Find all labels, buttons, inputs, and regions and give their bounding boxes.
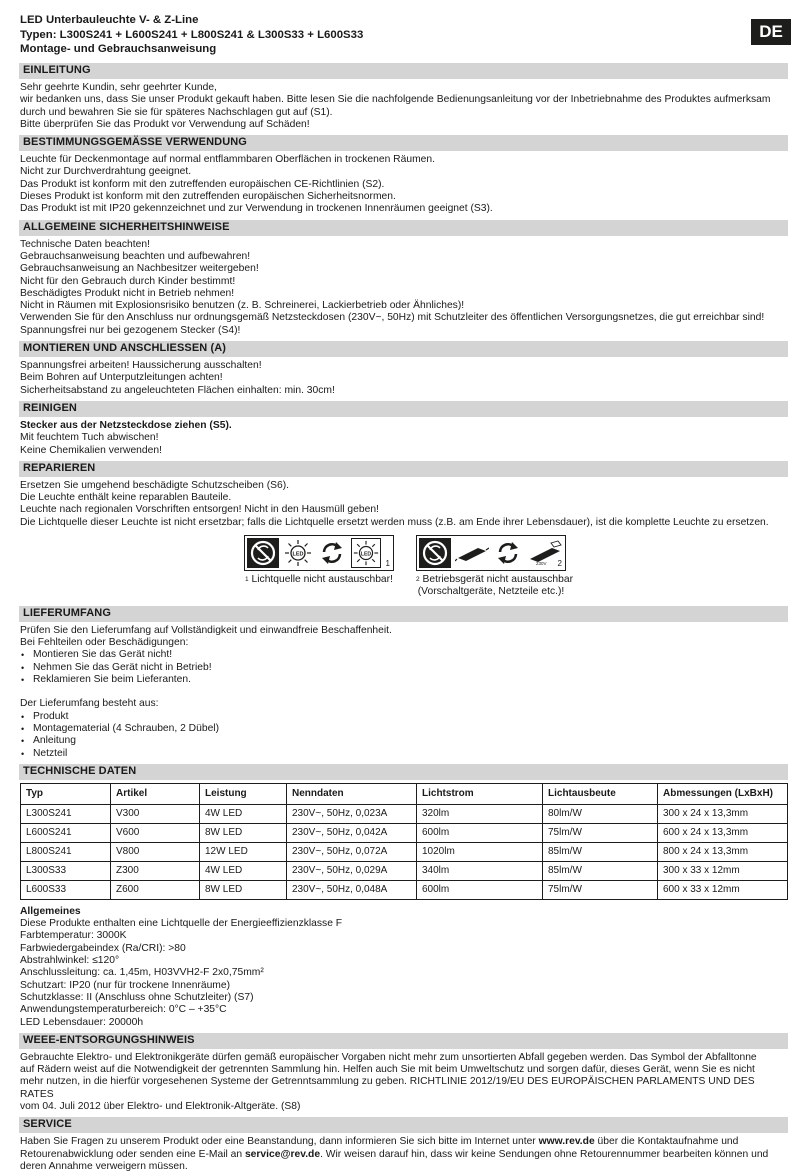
pictogram-caption: [244, 574, 394, 586]
list-item: • Produkt: [20, 711, 788, 723]
table-cell: 75lm/W: [543, 823, 658, 842]
pictogram-number: 1: [385, 558, 390, 568]
table-cell: 600lm: [417, 823, 543, 842]
section-title: WEEE-ENTSORGUNGSHINWEIS: [19, 1033, 788, 1049]
section-sicherheit: [20, 220, 788, 337]
section-lieferumfang: [20, 606, 788, 760]
section-title: REPARIEREN: [19, 461, 788, 477]
no-replace-icon: [247, 538, 279, 568]
section-title: EINLEITUNG: [19, 63, 788, 79]
column-header: Typ: [21, 783, 111, 804]
table-cell: 300 x 33 x 12mm: [658, 861, 788, 880]
text-line: Leuchte für Deckenmontage auf normal entflammbaren Oberflächen in trockenen Räumen.: [20, 154, 435, 166]
table-cell: 85lm/W: [543, 861, 658, 880]
text-line: Prüfen Sie den Lieferumfang auf Vollständigkeit und einwandfreie Beschaffenheit.: [20, 624, 392, 636]
text-line: Farbtemperatur: 3000K: [20, 930, 127, 942]
text-line: mehr nutzen, in die hierfür vorgesehenen Systeme der Getrenntsammlung zu geben. RICHTLINIE 2012/19/EU DES EUROPÄISCHEN PARLAMENTS UND DES RATES: [20, 1076, 755, 1100]
table-cell: 12W LED: [200, 842, 287, 861]
service-text: . Wir weisen darauf hin, dass wir keine Sendungen ohne Retourennummer bearbeiten können und: [320, 1148, 769, 1160]
text-line: Schutzart: IP20 (nur für trockene Innenräume): [20, 979, 231, 991]
product-types: Typen: L300S241 + L600S241 + L800S241 & L300S33 + L600S33: [20, 28, 364, 41]
text-line: Stecker aus der Netzsteckdose ziehen (S5).: [20, 419, 232, 431]
text-line: deren Annahme verweigern müssen.: [20, 1160, 188, 1172]
table-cell: 230V~, 50Hz, 0,029A: [287, 861, 417, 880]
table-cell: L600S241: [21, 823, 111, 842]
text-line: [20, 1136, 788, 1148]
text-line: Der Lieferumfang besteht aus:: [20, 698, 159, 710]
text-line: Farbwiedergabeindex (Ra/CRI): >80: [20, 942, 186, 954]
pictogram-row: [22, 535, 788, 599]
section-title: BESTIMMUNGSGEMÄSSE VERWENDUNG: [19, 135, 788, 151]
text-line: Anschlussleitung: ca. 1,45m, H03VVH2-F 2x0,75mm²: [20, 967, 264, 979]
column-header: Leistung: [200, 783, 287, 804]
table-row: [21, 823, 788, 842]
column-header: Lichtausbeute: [543, 783, 658, 804]
text-line: Keine Chemikalien verwenden!: [20, 444, 162, 456]
text-line: durch und bewahren Sie sie für späteres Nachschlagen gut auf (S1).: [20, 106, 333, 118]
table-cell: 320lm: [417, 804, 543, 823]
section-title: TECHNISCHE DATEN: [19, 764, 788, 780]
section-service: [20, 1117, 788, 1172]
table-cell: L300S33: [21, 861, 111, 880]
text-line: Beschädigtes Produkt nicht in Betrieb nehmen!: [20, 287, 235, 299]
table-cell: L300S241: [21, 804, 111, 823]
text-line: wir bedanken uns, dass Sie unser Produkt gekauft haben. Bitte lesen Sie die nachfolgende Bedienungsanleitung vor der Inbetriebnahme des Produktes aufmerksam: [20, 94, 771, 106]
product-title: LED Unterbauleuchte V- & Z-Line: [20, 14, 199, 26]
table-row: [21, 861, 788, 880]
led-bulb-icon: [283, 538, 313, 568]
text-line: Nicht für den Gebrauch durch Kinder bestimmt!: [20, 275, 236, 287]
table-row: [21, 842, 788, 861]
section-einleitung: [20, 63, 788, 131]
text-line: Ersetzen Sie umgehend beschädigte Schutzscheiben (S6).: [20, 479, 290, 491]
document-subtitle: Montage- und Gebrauchsanweisung: [20, 43, 217, 56]
text-line: Sehr geehrte Kundin, sehr geehrter Kunde,: [20, 82, 217, 93]
table-cell: 4W LED: [200, 804, 287, 823]
tech-data-table: [20, 783, 788, 900]
pictogram-light-source: [244, 535, 394, 599]
pictogram-box: [244, 535, 394, 571]
caption-text: Betriebsgerät nicht austauschbar: [422, 574, 574, 586]
table-cell: L800S241: [21, 842, 111, 861]
led-label: LED: [360, 551, 372, 558]
table-cell: 75lm/W: [543, 880, 658, 899]
footnote-mark: 2: [416, 576, 420, 584]
table-cell: 4W LED: [200, 861, 287, 880]
service-text: Retourenabwicklung oder senden eine E-Mail an: [20, 1148, 245, 1160]
list-item: • Reklamieren Sie beim Lieferanten.: [20, 674, 788, 686]
table-cell: V800: [111, 842, 200, 861]
table-cell: Z600: [111, 880, 200, 899]
column-header: Nenndaten: [287, 783, 417, 804]
email-link[interactable]: service@rev.de: [244, 1148, 321, 1160]
general-info: [20, 906, 788, 1029]
text-line: auf Rädern weist auf die Notwendigkeit der getrennten Sammlung hin. Helfen auch Sie mit beim Umweltschutz und sorgen dafür, dieses Gerät, wenn Sie es nicht: [20, 1064, 755, 1076]
column-header: Abmessungen (LxBxH): [658, 783, 788, 804]
section-montieren: [20, 341, 788, 397]
list-item: • Nehmen Sie das Gerät nicht in Betrieb!: [20, 662, 788, 674]
text-line: Dieses Produkt ist konform mit den zutreffenden europäischen Sicherheitsnormen.: [20, 191, 396, 203]
column-header: Artikel: [111, 783, 200, 804]
table-cell: 600 x 24 x 13,3mm: [658, 823, 788, 842]
table-row: [21, 804, 788, 823]
list-item: • Montieren Sie das Gerät nicht!: [20, 649, 788, 661]
caption-text: (Vorschaltgeräte, Netzteile etc.)!: [417, 586, 565, 598]
section-title: LIEFERUMFANG: [19, 606, 788, 622]
table-cell: 8W LED: [200, 823, 287, 842]
table-cell: 230V~, 50Hz, 0,072A: [287, 842, 417, 861]
text-line: Nicht zur Durchverdrahtung geeignet.: [20, 166, 192, 178]
text-line: Die Lichtquelle dieser Leuchte ist nicht ersetzbar; falls die Lichtquelle ersetzt werden muss (z.B. am Ende ihrer Lebensdauer), ist die komplette Leuchte zu ersetzen.: [20, 516, 769, 528]
general-info-title: Allgemeines: [20, 905, 81, 917]
pictogram-number: 2: [557, 558, 562, 568]
swap-arrows-icon: [317, 538, 347, 568]
table-cell: 8W LED: [200, 880, 287, 899]
swap-arrows-icon: [493, 538, 523, 568]
text-line: Gebrauchte Elektro- und Elektronikgeräte dürfen gemäß europäischer Vorgaben nicht mehr zum unsortierten Abfall gegeben werden. Das Symbol der Abfalltonne: [20, 1051, 757, 1063]
pictogram-driver: [416, 535, 574, 599]
defect-steps-list: [20, 649, 788, 686]
text-line: Das Produkt ist mit IP20 gekennzeichnet und zur Verwendung in trockenen Innenräumen geeignet (S3).: [20, 203, 493, 215]
section-reparieren: [20, 461, 788, 599]
pictogram-box: [416, 535, 566, 571]
table-cell: L600S33: [21, 880, 111, 899]
section-reinigen: [20, 401, 788, 457]
table-cell: 1020lm: [417, 842, 543, 861]
list-item: • Netzteil: [20, 748, 788, 760]
text-line: [20, 1149, 788, 1161]
section-title: MONTIEREN UND ANSCHLIESSEN (A): [19, 341, 788, 357]
text-line: Die Leuchte enthält keine reparablen Bauteile.: [20, 492, 232, 504]
text-line: Abstrahlwinkel: ≤120°: [20, 955, 120, 967]
text-line: Das Produkt ist konform mit den zutreffenden europäischen CE-Richtlinien (S2).: [20, 178, 385, 190]
text-line: Technische Daten beachten!: [20, 238, 150, 250]
table-cell: 80lm/W: [543, 804, 658, 823]
section-technik: [20, 764, 788, 1029]
table-cell: V600: [111, 823, 200, 842]
text-line: Anwendungstemperaturbereich: 0°C – +35°C: [20, 1004, 227, 1016]
text-line: Bitte überprüfen Sie das Produkt vor Verwendung auf Schäden!: [20, 118, 310, 130]
document-header: [20, 13, 788, 59]
section-title: SERVICE: [19, 1117, 788, 1133]
text-line: Spannungsfrei nur bei gezogenem Stecker (S4)!: [20, 324, 241, 336]
table-cell: Z300: [111, 861, 200, 880]
text-line: Gebrauchsanweisung an Nachbesitzer weitergeben!: [20, 263, 259, 275]
footnote-mark: 1: [245, 576, 249, 584]
text-line: Diese Produkte enthalten eine Lichtquelle der Energieeffizienzklasse F: [20, 918, 343, 930]
text-line: Bei Fehlteilen oder Beschädigungen:: [20, 636, 189, 648]
text-line: Beim Bohren auf Unterputzleitungen achten!: [20, 372, 223, 384]
led-bulb-boxed-icon: [351, 538, 381, 568]
no-replace-icon: [419, 538, 451, 568]
section-bestimmung: [20, 135, 788, 215]
list-item: • Anleitung: [20, 735, 788, 747]
text-line: Spannungsfrei arbeiten! Haussicherung ausschalten!: [20, 360, 262, 372]
text-line: Schutzklasse: II (Anschluss ohne Schutzleiter) (S7): [20, 991, 254, 1003]
list-item: • Montagematerial (4 Schrauben, 2 Dübel): [20, 723, 788, 735]
driver-unit-icon: [455, 538, 489, 568]
section-weee: [20, 1033, 788, 1113]
table-cell: 230V~, 50Hz, 0,048A: [287, 880, 417, 899]
service-text: Haben Sie Fragen zu unserem Produkt oder eine Beanstandung, dann informieren Sie sich bitte im Internet unter: [20, 1136, 539, 1148]
table-cell: 600lm: [417, 880, 543, 899]
led-label: LED: [292, 551, 304, 558]
table-cell: V300: [111, 804, 200, 823]
language-badge: DE: [751, 19, 791, 45]
pictogram-caption: [416, 574, 574, 586]
caption-text: Lichtquelle nicht austauschbar!: [251, 574, 393, 586]
text-line: LED Lebensdauer: 20000h: [20, 1016, 144, 1028]
table-header-row: [21, 783, 788, 804]
table-cell: 230V~, 50Hz, 0,023A: [287, 804, 417, 823]
table-cell: 85lm/W: [543, 842, 658, 861]
table-cell: 600 x 33 x 12mm: [658, 880, 788, 899]
text-line: vom 04. Juli 2012 über Elektro- und Elektronik-Altgeräte. (S8): [20, 1101, 301, 1113]
text-line: Verwenden Sie für den Anschluss nur ordnungsgemäß Netzsteckdosen (230V~, 50Hz) mit Schutzleiter des öffentlichen Versorgungsnetzes, die gut erreichbar sind!: [20, 312, 765, 324]
table-row: [21, 880, 788, 899]
website-link[interactable]: www.rev.de: [538, 1136, 595, 1148]
text-line: Leuchte nach regionalen Vorschriften entsorgen! Nicht in den Hausmüll geben!: [20, 504, 379, 516]
table-cell: 230V~, 50Hz, 0,042A: [287, 823, 417, 842]
table-cell: 340lm: [417, 861, 543, 880]
service-text: über die Kontaktaufnahme und: [594, 1136, 739, 1148]
text-line: Nicht in Räumen mit Explosionsrisiko benutzen (z. B. Schreinerei, Lackierbetrieb oder Ähnliches)!: [20, 300, 465, 312]
table-cell: 300 x 24 x 13,3mm: [658, 804, 788, 823]
text-line: Gebrauchsanweisung beachten und aufbewahren!: [20, 250, 251, 262]
table-cell: 800 x 24 x 13,3mm: [658, 842, 788, 861]
section-title: ALLGEMEINE SICHERHEITSHINWEISE: [19, 220, 788, 236]
text-line: Mit feuchtem Tuch abwischen!: [20, 432, 159, 444]
contents-list: [20, 711, 788, 760]
driver-label: 230V: [536, 561, 547, 567]
section-title: REINIGEN: [19, 401, 788, 417]
text-line: Sicherheitsabstand zu angeleuchteten Flächen einhalten: min. 30cm!: [20, 384, 335, 396]
column-header: Lichtstrom: [417, 783, 543, 804]
